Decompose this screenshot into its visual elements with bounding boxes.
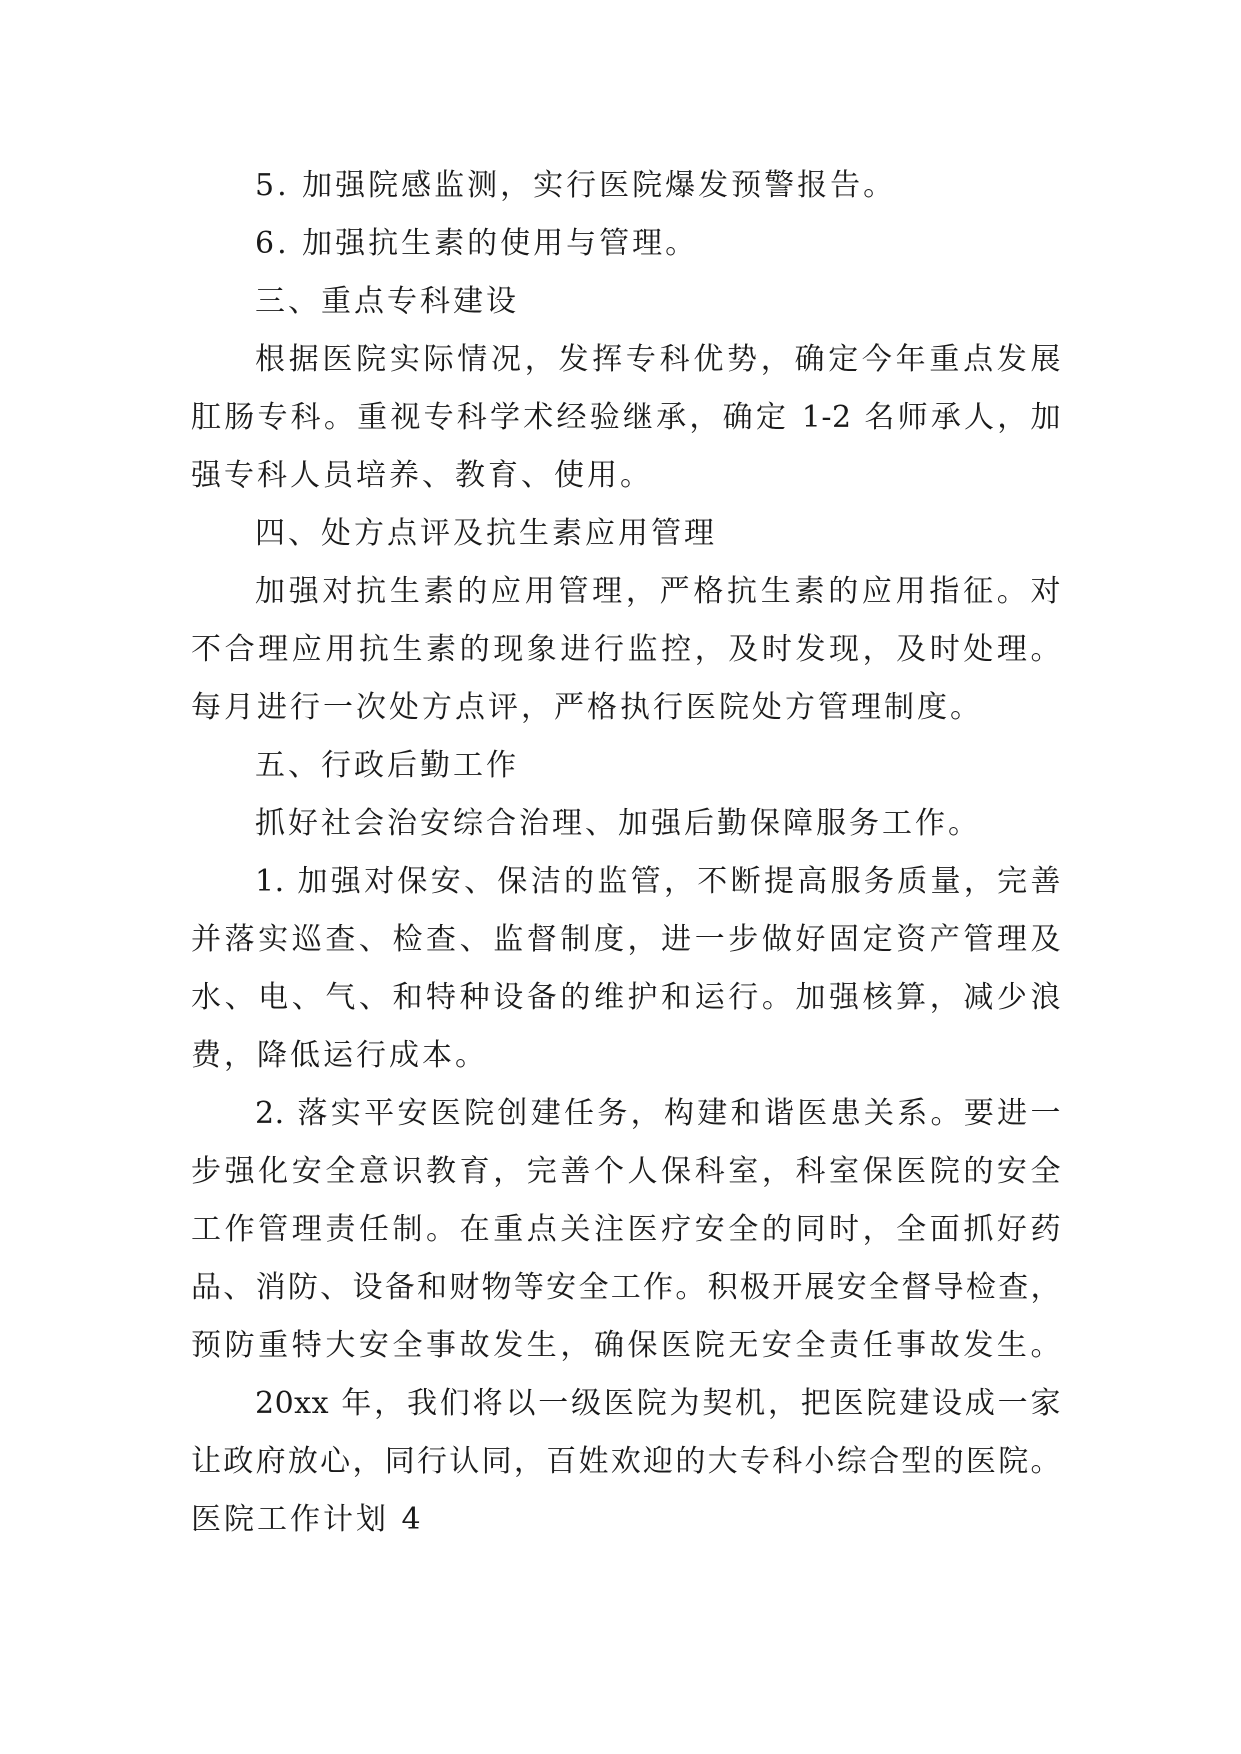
paragraph-line: 并落实巡查、检查、监督制度，进一步做好固定资产管理及 bbox=[191, 922, 1061, 957]
paragraph-line: 不合理应用抗生素的现象进行监控，及时发现，及时处理。 bbox=[191, 632, 1061, 667]
section-heading-3: 三、重点专科建设 bbox=[255, 284, 519, 319]
paragraph-line: 预防重特大安全事故发生，确保医院无安全责任事故发生。 bbox=[191, 1328, 1061, 1363]
paragraph-line: 肛肠专科。重视专科学术经验继承，确定 1-2 名师承人，加 bbox=[191, 400, 1061, 435]
section-heading-4: 四、处方点评及抗生素应用管理 bbox=[255, 516, 717, 551]
list-item-6: 6. 加强抗生素的使用与管理。 bbox=[255, 226, 699, 261]
paragraph-line: 加强对抗生素的应用管理，严格抗生素的应用指征。对 bbox=[255, 574, 1061, 609]
paragraph-line: 水、电、气、和特种设备的维护和运行。加强核算，减少浪 bbox=[191, 980, 1061, 1015]
paragraph-line: 强专科人员培养、教育、使用。 bbox=[191, 458, 653, 493]
list-item-1: 1. 加强对保安、保洁的监管，不断提高服务质量，完善 bbox=[255, 864, 1061, 899]
paragraph-line: 让政府放心，同行认同，百姓欢迎的大专科小综合型的医院。 bbox=[191, 1444, 1061, 1479]
document-title: 医院工作计划 4 bbox=[191, 1502, 424, 1537]
paragraph-line: 抓好社会治安综合治理、加强后勤保障服务工作。 bbox=[255, 806, 981, 841]
paragraph-line: 品、消防、设备和财物等安全工作。积极开展安全督导检查， bbox=[191, 1270, 1061, 1305]
section-heading-5: 五、行政后勤工作 bbox=[255, 748, 519, 783]
paragraph-line: 工作管理责任制。在重点关注医疗安全的同时，全面抓好药 bbox=[191, 1212, 1061, 1247]
list-item-5: 5. 加强院感监测，实行医院爆发预警报告。 bbox=[255, 168, 897, 203]
paragraph-line: 费，降低运行成本。 bbox=[191, 1038, 488, 1073]
paragraph-line: 步强化安全意识教育，完善个人保科室，科室保医院的安全 bbox=[191, 1154, 1061, 1189]
list-item-2: 2. 落实平安医院创建任务，构建和谐医患关系。要进一 bbox=[255, 1096, 1061, 1131]
document-page bbox=[191, 157, 1061, 1549]
paragraph-line: 根据医院实际情况，发挥专科优势，确定今年重点发展 bbox=[255, 342, 1061, 377]
paragraph-line: 每月进行一次处方点评，严格执行医院处方管理制度。 bbox=[191, 690, 983, 725]
paragraph-line: 20xx 年，我们将以一级医院为契机，把医院建设成一家 bbox=[255, 1386, 1061, 1421]
